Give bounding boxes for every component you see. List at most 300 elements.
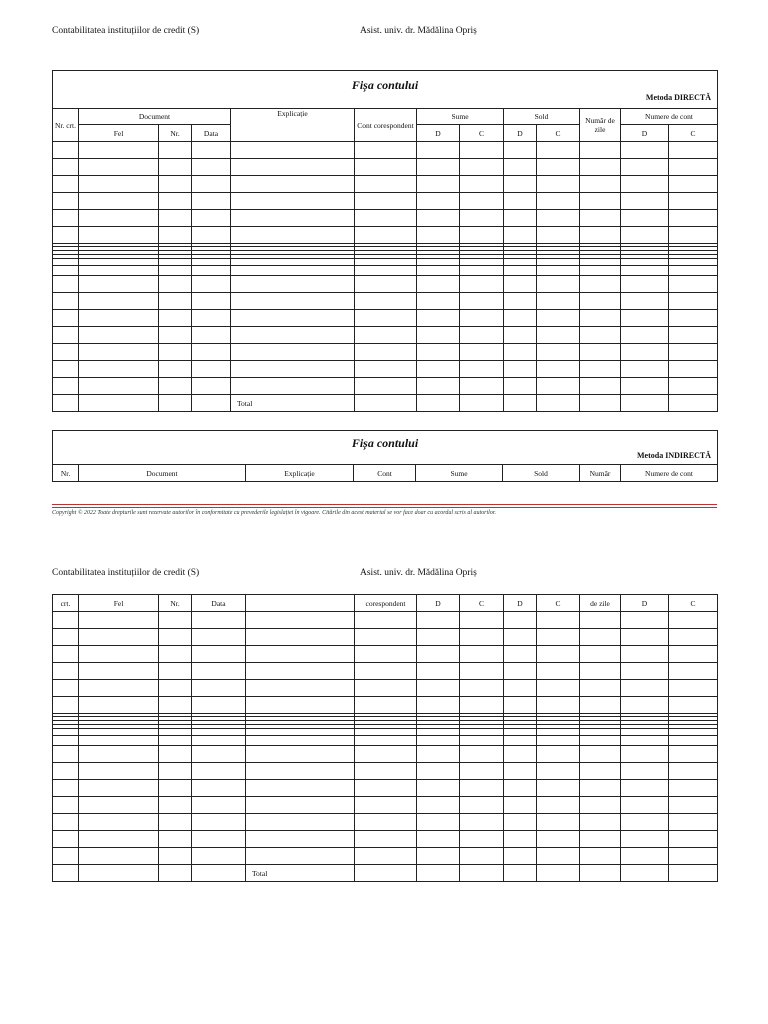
- empty-cell: [53, 293, 79, 310]
- empty-cell: [417, 680, 460, 697]
- empty-cell: [621, 293, 669, 310]
- empty-cell: [53, 729, 79, 736]
- empty-cell: [537, 378, 580, 395]
- empty-cell: [537, 266, 580, 276]
- empty-cell: [355, 612, 417, 629]
- empty-cell: [192, 193, 231, 210]
- table-row: [53, 780, 718, 797]
- empty-cell: [621, 193, 669, 210]
- empty-cell: [192, 612, 246, 629]
- empty-cell: [669, 266, 718, 276]
- empty-cell: [355, 663, 417, 680]
- empty-cell: [621, 697, 669, 714]
- empty-cell: [537, 746, 580, 763]
- indirect-title: Fișa contului: [351, 435, 419, 450]
- empty-cell: [504, 361, 537, 378]
- p2-col-numere-c: C: [669, 595, 718, 612]
- empty-cell: [192, 310, 231, 327]
- empty-cell: [669, 797, 718, 814]
- empty-cell: [504, 276, 537, 293]
- empty-cell: [460, 848, 504, 865]
- empty-cell: [246, 746, 355, 763]
- col-sold-c: C: [537, 125, 580, 142]
- empty-cell: [621, 736, 669, 746]
- col-numere-d: D: [621, 125, 669, 142]
- empty-cell: [580, 193, 621, 210]
- empty-cell: [192, 361, 231, 378]
- table-row: [53, 763, 718, 780]
- empty-cell: [417, 176, 460, 193]
- empty-cell: [159, 697, 192, 714]
- empty-cell: [460, 736, 504, 746]
- empty-cell: [417, 227, 460, 244]
- empty-cell: [355, 378, 417, 395]
- empty-cell: [669, 814, 718, 831]
- empty-cell: [192, 831, 246, 848]
- empty-cell: [669, 378, 718, 395]
- empty-cell: [53, 763, 79, 780]
- empty-cell: [621, 814, 669, 831]
- table-row: [53, 736, 718, 746]
- empty-cell: [504, 814, 537, 831]
- p2-col-dezile: de zile: [580, 595, 621, 612]
- empty-cell: [355, 276, 417, 293]
- empty-cell: [53, 780, 79, 797]
- empty-cell: [246, 663, 355, 680]
- table-row: [53, 746, 718, 763]
- title-cell: [53, 71, 718, 109]
- empty-cell: [621, 848, 669, 865]
- empty-cell: [192, 327, 231, 344]
- p2-col-sume-c: C: [460, 595, 504, 612]
- col-numar-zile: Număr de zile: [580, 109, 621, 142]
- empty-cell: [355, 344, 417, 361]
- empty-cell: [621, 142, 669, 159]
- empty-cell: [53, 680, 79, 697]
- empty-cell: [355, 697, 417, 714]
- empty-cell: [537, 193, 580, 210]
- empty-cell: [460, 259, 504, 266]
- empty-cell: [53, 831, 79, 848]
- empty-cell: [669, 293, 718, 310]
- empty-cell: [580, 344, 621, 361]
- empty-cell: [53, 210, 79, 227]
- empty-cell: [504, 646, 537, 663]
- page2-body: [53, 612, 718, 865]
- empty-cell: [192, 293, 231, 310]
- empty-cell: [355, 646, 417, 663]
- empty-cell: [460, 293, 504, 310]
- empty-cell: [246, 646, 355, 663]
- empty-cell: [504, 293, 537, 310]
- empty-cell: [669, 276, 718, 293]
- empty-cell: [192, 697, 246, 714]
- empty-cell: [417, 293, 460, 310]
- col-cont: Cont corespondent: [355, 109, 417, 142]
- empty-cell: [355, 680, 417, 697]
- empty-cell: [460, 697, 504, 714]
- empty-cell: [417, 378, 460, 395]
- method-label: Metoda DIRECTĂ: [645, 92, 711, 102]
- empty-cell: [580, 646, 621, 663]
- p2-col-crt: crt.: [53, 595, 79, 612]
- empty-cell: [355, 310, 417, 327]
- empty-cell: [355, 763, 417, 780]
- empty-cell: [192, 780, 246, 797]
- empty-cell: [537, 797, 580, 814]
- empty-cell: [355, 266, 417, 276]
- empty-cell: [621, 797, 669, 814]
- empty-cell: [231, 293, 355, 310]
- empty-cell: [537, 612, 580, 629]
- empty-cell: [460, 327, 504, 344]
- empty-cell: [537, 227, 580, 244]
- empty-cell: [417, 831, 460, 848]
- table-row: [53, 848, 718, 865]
- empty-cell: [53, 327, 79, 344]
- empty-cell: [231, 361, 355, 378]
- empty-cell: [460, 176, 504, 193]
- empty-cell: [79, 276, 159, 293]
- empty-cell: [79, 227, 159, 244]
- empty-cell: [460, 227, 504, 244]
- table-row: [53, 310, 718, 327]
- empty-cell: [231, 344, 355, 361]
- empty-cell: [669, 763, 718, 780]
- empty-cell: [537, 259, 580, 266]
- p2-col-nr: Nr.: [159, 595, 192, 612]
- empty-cell: [669, 663, 718, 680]
- empty-cell: [53, 142, 79, 159]
- empty-cell: [53, 814, 79, 831]
- footer-line-top: [52, 504, 717, 505]
- col-sold: Sold: [504, 109, 580, 125]
- empty-cell: [669, 746, 718, 763]
- empty-cell: [355, 193, 417, 210]
- direct-body: [53, 142, 718, 395]
- empty-cell: [537, 629, 580, 646]
- empty-cell: [231, 193, 355, 210]
- empty-cell: [159, 344, 192, 361]
- empty-cell: [504, 176, 537, 193]
- table-row: [53, 680, 718, 697]
- table-row: [53, 629, 718, 646]
- header-right: Asist. univ. dr. Mădălina Opriș: [360, 26, 477, 36]
- empty-cell: [417, 663, 460, 680]
- empty-cell: [669, 210, 718, 227]
- table-row: [53, 159, 718, 176]
- empty-cell: [504, 729, 537, 736]
- empty-cell: [537, 814, 580, 831]
- empty-cell: [537, 729, 580, 736]
- empty-cell: [246, 848, 355, 865]
- footer-line-bottom: [52, 507, 717, 508]
- empty-cell: [159, 176, 192, 193]
- empty-cell: [159, 378, 192, 395]
- empty-cell: [537, 327, 580, 344]
- ind-col-explicatie: Explicație: [246, 465, 354, 482]
- empty-cell: [504, 663, 537, 680]
- page2-table: [52, 594, 718, 882]
- empty-cell: [355, 780, 417, 797]
- empty-cell: [159, 746, 192, 763]
- empty-cell: [355, 797, 417, 814]
- empty-cell: [460, 797, 504, 814]
- empty-cell: [159, 210, 192, 227]
- empty-cell: [580, 159, 621, 176]
- empty-cell: [417, 612, 460, 629]
- empty-cell: [580, 663, 621, 680]
- empty-cell: [231, 378, 355, 395]
- empty-cell: [669, 344, 718, 361]
- table-row: [53, 142, 718, 159]
- empty-cell: [580, 259, 621, 266]
- empty-cell: [504, 746, 537, 763]
- empty-cell: [417, 629, 460, 646]
- table-row: [53, 327, 718, 344]
- empty-cell: [537, 159, 580, 176]
- col-sume-c: C: [460, 125, 504, 142]
- empty-cell: [159, 814, 192, 831]
- empty-cell: [621, 831, 669, 848]
- empty-cell: [355, 746, 417, 763]
- ind-col-nr: Nr.: [53, 465, 79, 482]
- empty-cell: [79, 763, 159, 780]
- empty-cell: [580, 612, 621, 629]
- empty-cell: [504, 259, 537, 266]
- empty-cell: [417, 327, 460, 344]
- empty-cell: [79, 293, 159, 310]
- empty-cell: [159, 848, 192, 865]
- empty-cell: [79, 780, 159, 797]
- page2-header-left: Contabilitatea instituțiilor de credit (S): [52, 568, 200, 578]
- empty-cell: [79, 361, 159, 378]
- empty-cell: [504, 629, 537, 646]
- empty-cell: [460, 729, 504, 736]
- empty-cell: [580, 210, 621, 227]
- empty-cell: [159, 663, 192, 680]
- empty-cell: [669, 327, 718, 344]
- fisa-contului-indirect-table: [52, 430, 718, 482]
- empty-cell: [53, 629, 79, 646]
- empty-cell: [192, 210, 231, 227]
- empty-cell: [580, 729, 621, 736]
- table-row: [53, 797, 718, 814]
- table-row: [53, 814, 718, 831]
- empty-cell: [53, 646, 79, 663]
- empty-cell: [669, 193, 718, 210]
- empty-cell: [621, 646, 669, 663]
- empty-cell: [504, 848, 537, 865]
- empty-cell: [580, 266, 621, 276]
- empty-cell: [580, 746, 621, 763]
- empty-cell: [537, 780, 580, 797]
- empty-cell: [504, 327, 537, 344]
- empty-cell: [159, 159, 192, 176]
- p2-col-fel: Fel: [79, 595, 159, 612]
- p2-col-sold-d: D: [504, 595, 537, 612]
- empty-cell: [355, 259, 417, 266]
- empty-cell: [159, 736, 192, 746]
- empty-cell: [580, 736, 621, 746]
- empty-cell: [246, 763, 355, 780]
- col-sume: Sume: [417, 109, 504, 125]
- empty-cell: [231, 266, 355, 276]
- empty-cell: [621, 763, 669, 780]
- empty-cell: [669, 159, 718, 176]
- table-row: [53, 193, 718, 210]
- empty-cell: [53, 193, 79, 210]
- empty-cell: [355, 848, 417, 865]
- empty-cell: [504, 797, 537, 814]
- empty-cell: [53, 259, 79, 266]
- p2-col-corespondent: corespondent: [355, 595, 417, 612]
- empty-cell: [159, 259, 192, 266]
- empty-cell: [621, 612, 669, 629]
- empty-cell: [669, 729, 718, 736]
- empty-cell: [460, 646, 504, 663]
- empty-cell: [504, 612, 537, 629]
- empty-cell: [504, 763, 537, 780]
- empty-cell: [537, 310, 580, 327]
- empty-cell: [79, 210, 159, 227]
- empty-cell: [355, 176, 417, 193]
- empty-cell: [79, 797, 159, 814]
- empty-cell: [669, 227, 718, 244]
- empty-cell: [246, 697, 355, 714]
- empty-cell: [192, 378, 231, 395]
- empty-cell: [504, 831, 537, 848]
- empty-cell: [621, 746, 669, 763]
- empty-cell: [53, 361, 79, 378]
- empty-cell: [621, 227, 669, 244]
- empty-cell: [417, 310, 460, 327]
- col-explicatie: Explicație: [231, 109, 355, 142]
- empty-cell: [355, 814, 417, 831]
- col-nrdoc: Nr.: [159, 125, 192, 142]
- empty-cell: [355, 159, 417, 176]
- empty-cell: [537, 276, 580, 293]
- empty-cell: [504, 344, 537, 361]
- empty-cell: [53, 797, 79, 814]
- empty-cell: [537, 663, 580, 680]
- empty-cell: [621, 629, 669, 646]
- empty-cell: [159, 831, 192, 848]
- empty-cell: [537, 344, 580, 361]
- ind-col-numere-cont: Numere de cont: [621, 465, 718, 482]
- empty-cell: [79, 266, 159, 276]
- empty-cell: [192, 266, 231, 276]
- empty-cell: [192, 663, 246, 680]
- empty-cell: [669, 361, 718, 378]
- empty-cell: [669, 259, 718, 266]
- empty-cell: [355, 227, 417, 244]
- empty-cell: [159, 327, 192, 344]
- total-label: Total: [231, 395, 355, 412]
- empty-cell: [460, 142, 504, 159]
- empty-cell: [580, 276, 621, 293]
- empty-cell: [537, 697, 580, 714]
- table-row: [53, 646, 718, 663]
- empty-cell: [504, 310, 537, 327]
- empty-cell: [159, 361, 192, 378]
- empty-cell: [159, 680, 192, 697]
- p2-col-explicatie: [246, 595, 355, 612]
- empty-cell: [460, 612, 504, 629]
- empty-cell: [355, 729, 417, 736]
- table-row: [53, 227, 718, 244]
- empty-cell: [231, 142, 355, 159]
- empty-cell: [537, 763, 580, 780]
- empty-cell: [53, 378, 79, 395]
- empty-cell: [246, 736, 355, 746]
- table-row: [53, 831, 718, 848]
- col-fel: Fel: [79, 125, 159, 142]
- empty-cell: [460, 763, 504, 780]
- empty-cell: [159, 266, 192, 276]
- empty-cell: [621, 159, 669, 176]
- empty-cell: [504, 780, 537, 797]
- ind-col-sold: Sold: [503, 465, 580, 482]
- table-row: [53, 378, 718, 395]
- empty-cell: [417, 797, 460, 814]
- empty-cell: [417, 344, 460, 361]
- empty-cell: [504, 266, 537, 276]
- empty-cell: [621, 259, 669, 266]
- empty-cell: [231, 259, 355, 266]
- empty-cell: [580, 176, 621, 193]
- empty-cell: [417, 210, 460, 227]
- empty-cell: [79, 327, 159, 344]
- empty-cell: [192, 736, 246, 746]
- empty-cell: [504, 227, 537, 244]
- empty-cell: [460, 361, 504, 378]
- empty-cell: [621, 210, 669, 227]
- empty-cell: [669, 629, 718, 646]
- empty-cell: [192, 729, 246, 736]
- empty-cell: [621, 361, 669, 378]
- empty-cell: [159, 142, 192, 159]
- page2-header-right: Asist. univ. dr. Mădălina Opriș: [360, 568, 477, 578]
- empty-cell: [53, 612, 79, 629]
- empty-cell: [460, 663, 504, 680]
- empty-cell: [192, 629, 246, 646]
- empty-cell: [580, 227, 621, 244]
- empty-cell: [537, 831, 580, 848]
- empty-cell: [621, 680, 669, 697]
- fisa-contului-direct-table: [52, 70, 718, 412]
- empty-cell: [246, 780, 355, 797]
- table-row: [53, 344, 718, 361]
- empty-cell: [79, 736, 159, 746]
- empty-cell: [580, 680, 621, 697]
- empty-cell: [192, 159, 231, 176]
- empty-cell: [417, 848, 460, 865]
- empty-cell: [53, 848, 79, 865]
- empty-cell: [231, 176, 355, 193]
- col-numere-cont: Numere de cont: [621, 109, 718, 125]
- empty-cell: [79, 746, 159, 763]
- ind-col-document: Document: [79, 465, 246, 482]
- empty-cell: [621, 276, 669, 293]
- empty-cell: [159, 763, 192, 780]
- empty-cell: [621, 729, 669, 736]
- empty-cell: [460, 210, 504, 227]
- empty-cell: [669, 176, 718, 193]
- empty-cell: [159, 797, 192, 814]
- title: Fișa contului: [351, 77, 419, 92]
- empty-cell: [231, 227, 355, 244]
